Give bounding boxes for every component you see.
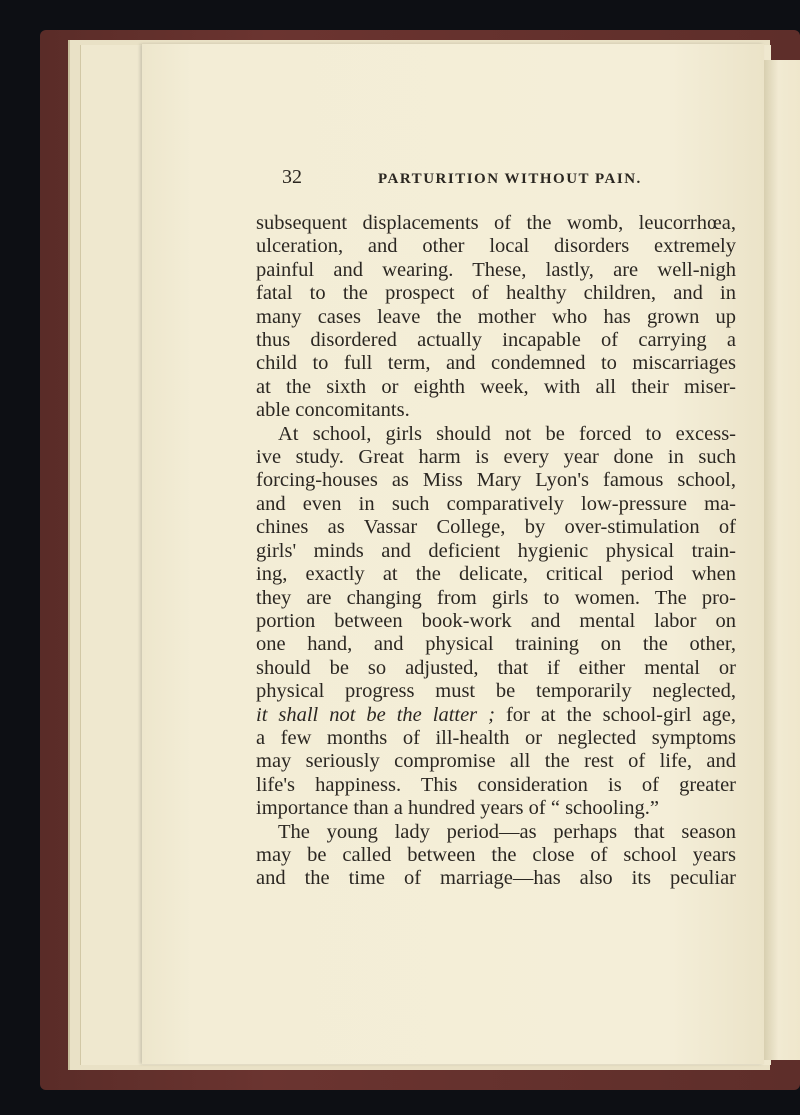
text-line: thus disordered actually incapable of carrying a xyxy=(256,329,736,352)
text-line: may seriously compromise all the rest of life, and xyxy=(256,750,736,773)
text-line: they are changing from girls to women. The pro- xyxy=(256,586,736,609)
text-segment: for at the school-girl age, xyxy=(494,703,736,726)
text-line: The young lady period—as perhaps that season xyxy=(278,820,736,843)
text-line: physical progress must be temporarily neglected, xyxy=(256,680,736,703)
text-line: many cases leave the mother who has grown up xyxy=(256,305,736,328)
text-line: girls' minds and deficient hygienic physical train- xyxy=(256,539,736,562)
text-line: forcing-houses as Miss Mary Lyon's famous school, xyxy=(256,469,736,492)
text-line: subsequent displacements of the womb, leucorrhœa, xyxy=(256,212,736,234)
body-text xyxy=(256,212,736,891)
text-line: a few months of ill-health or neglected symptoms xyxy=(256,726,736,749)
text-line: life's happiness. This consideration is of greater xyxy=(256,773,736,796)
text-line: portion between book-work and mental labor on xyxy=(256,609,736,632)
text-line: able concomitants. xyxy=(256,399,410,422)
text-line: At school, girls should not be forced to excess- xyxy=(278,422,736,445)
text-line: and the time of marriage—has also its peculiar xyxy=(256,867,736,890)
text-line: one hand, and physical training on the other, xyxy=(256,633,736,656)
page-number: 32 xyxy=(282,166,302,188)
text-line: fatal to the prospect of healthy children, and in xyxy=(256,282,736,305)
text-line: child to full term, and condemned to miscarriages xyxy=(256,352,736,375)
text-line: chines as Vassar College, by over-stimulation of xyxy=(256,516,736,539)
text-line: ulceration, and other local disorders extremely xyxy=(256,235,736,258)
text-line: painful and wearing. These, lastly, are well-nigh xyxy=(256,258,736,281)
text-line: and even in such comparatively low-pressure ma- xyxy=(256,492,736,515)
text-line: at the sixth or eighth week, with all their miser- xyxy=(256,375,736,398)
facing-page-edge xyxy=(764,60,800,1060)
emphasis-text: it shall not be the latter ; xyxy=(256,703,495,726)
text-line: importance than a hundred years of “ schooling.” xyxy=(256,797,660,820)
text-line: may be called between the close of school years xyxy=(256,843,736,866)
text-line: ing, exactly at the delicate, critical period when xyxy=(256,563,736,586)
text-line: ive study. Great harm is every year done in such xyxy=(256,446,736,469)
running-head: PARTURITION WITHOUT PAIN. xyxy=(378,171,642,187)
page-header xyxy=(282,166,682,196)
text-line: should be so adjusted, that if either mental or xyxy=(256,656,736,679)
text-line xyxy=(256,704,736,727)
